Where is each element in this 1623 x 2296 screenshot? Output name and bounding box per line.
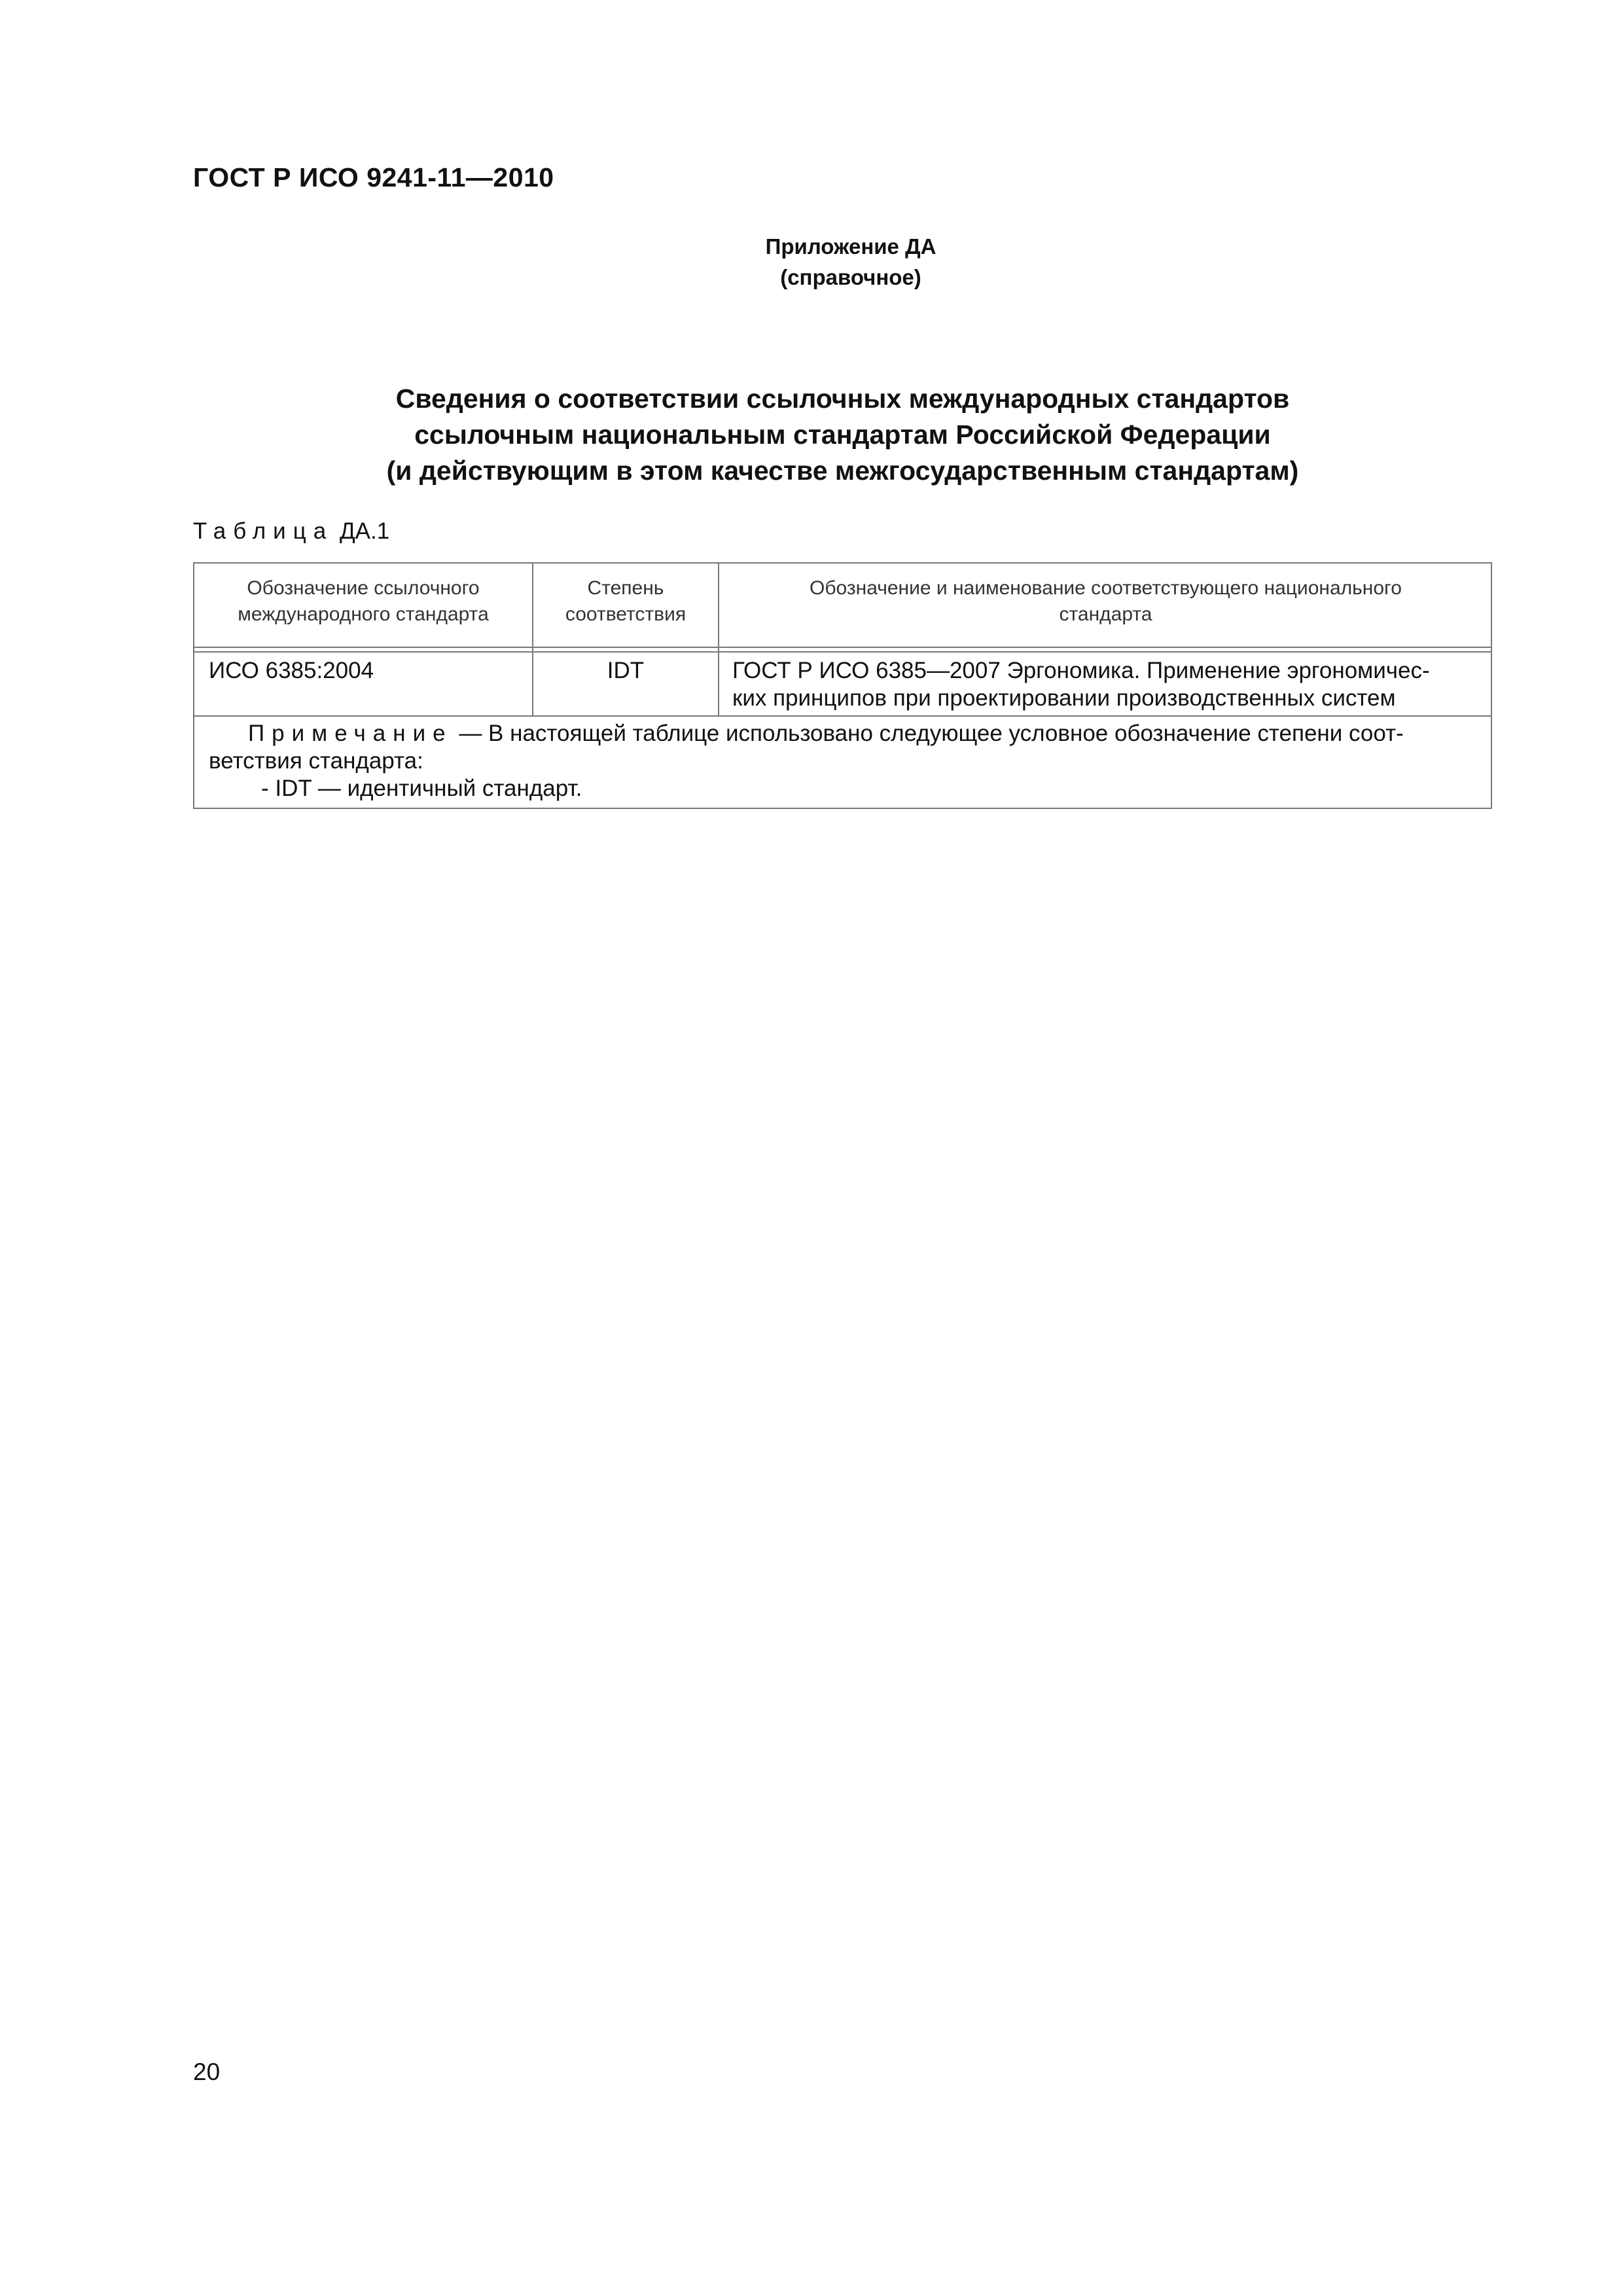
row-divider	[194, 715, 1491, 717]
cell-international-standard: ИСО 6385:2004	[209, 658, 374, 683]
annex-name: Приложение ДА	[765, 234, 936, 259]
header-text: Обозначение и наименование соответствующего национального	[810, 577, 1402, 599]
annex-title-line: (и действующим в этом качестве межгосударственным стандартам)	[386, 456, 1299, 486]
annex-kind: (справочное)	[780, 265, 921, 289]
note-line	[209, 720, 1478, 747]
header-divider	[194, 647, 1491, 648]
header-divider	[194, 651, 1491, 653]
column-header-international	[194, 575, 532, 628]
header-text: Степень	[587, 577, 664, 599]
table-caption-word: Таблица	[193, 518, 334, 544]
cell-text-line: ГОСТ Р ИСО 6385—2007 Эргономика. Применение эргономичес-	[732, 658, 1430, 683]
annex-title-line: ссылочным национальным стандартам Российской Федерации	[414, 420, 1271, 450]
cell-national-standard	[732, 657, 1485, 712]
header-text: Обозначение ссылочного	[247, 577, 480, 599]
cell-text-line: ких принципов при проектировании производственных систем	[732, 685, 1396, 711]
page-number: 20	[193, 2058, 221, 2085]
table-caption	[193, 518, 389, 545]
table-note	[209, 720, 1478, 802]
annex-title-line: Сведения о соответствии ссылочных международных стандартов	[395, 384, 1290, 414]
header-text: стандарта	[1059, 603, 1152, 625]
note-text: — В настоящей таблице использовано следующее условное обозначение степени соот-	[452, 721, 1404, 746]
header-text: международного стандарта	[238, 603, 489, 625]
column-header-degree	[533, 575, 718, 628]
cell-degree: IDT	[607, 658, 645, 683]
note-line: - IDT — идентичный стандарт.	[261, 776, 582, 801]
standards-table	[193, 562, 1492, 809]
table-caption-number: ДА.1	[339, 518, 390, 544]
column-header-national	[719, 575, 1492, 628]
note-label: Примечание	[248, 721, 453, 746]
annex-title	[193, 381, 1492, 489]
note-line: ветствия стандарта:	[209, 748, 423, 774]
header-text: соответствия	[565, 603, 687, 625]
document-code: ГОСТ Р ИСО 9241-11—2010	[193, 162, 554, 192]
